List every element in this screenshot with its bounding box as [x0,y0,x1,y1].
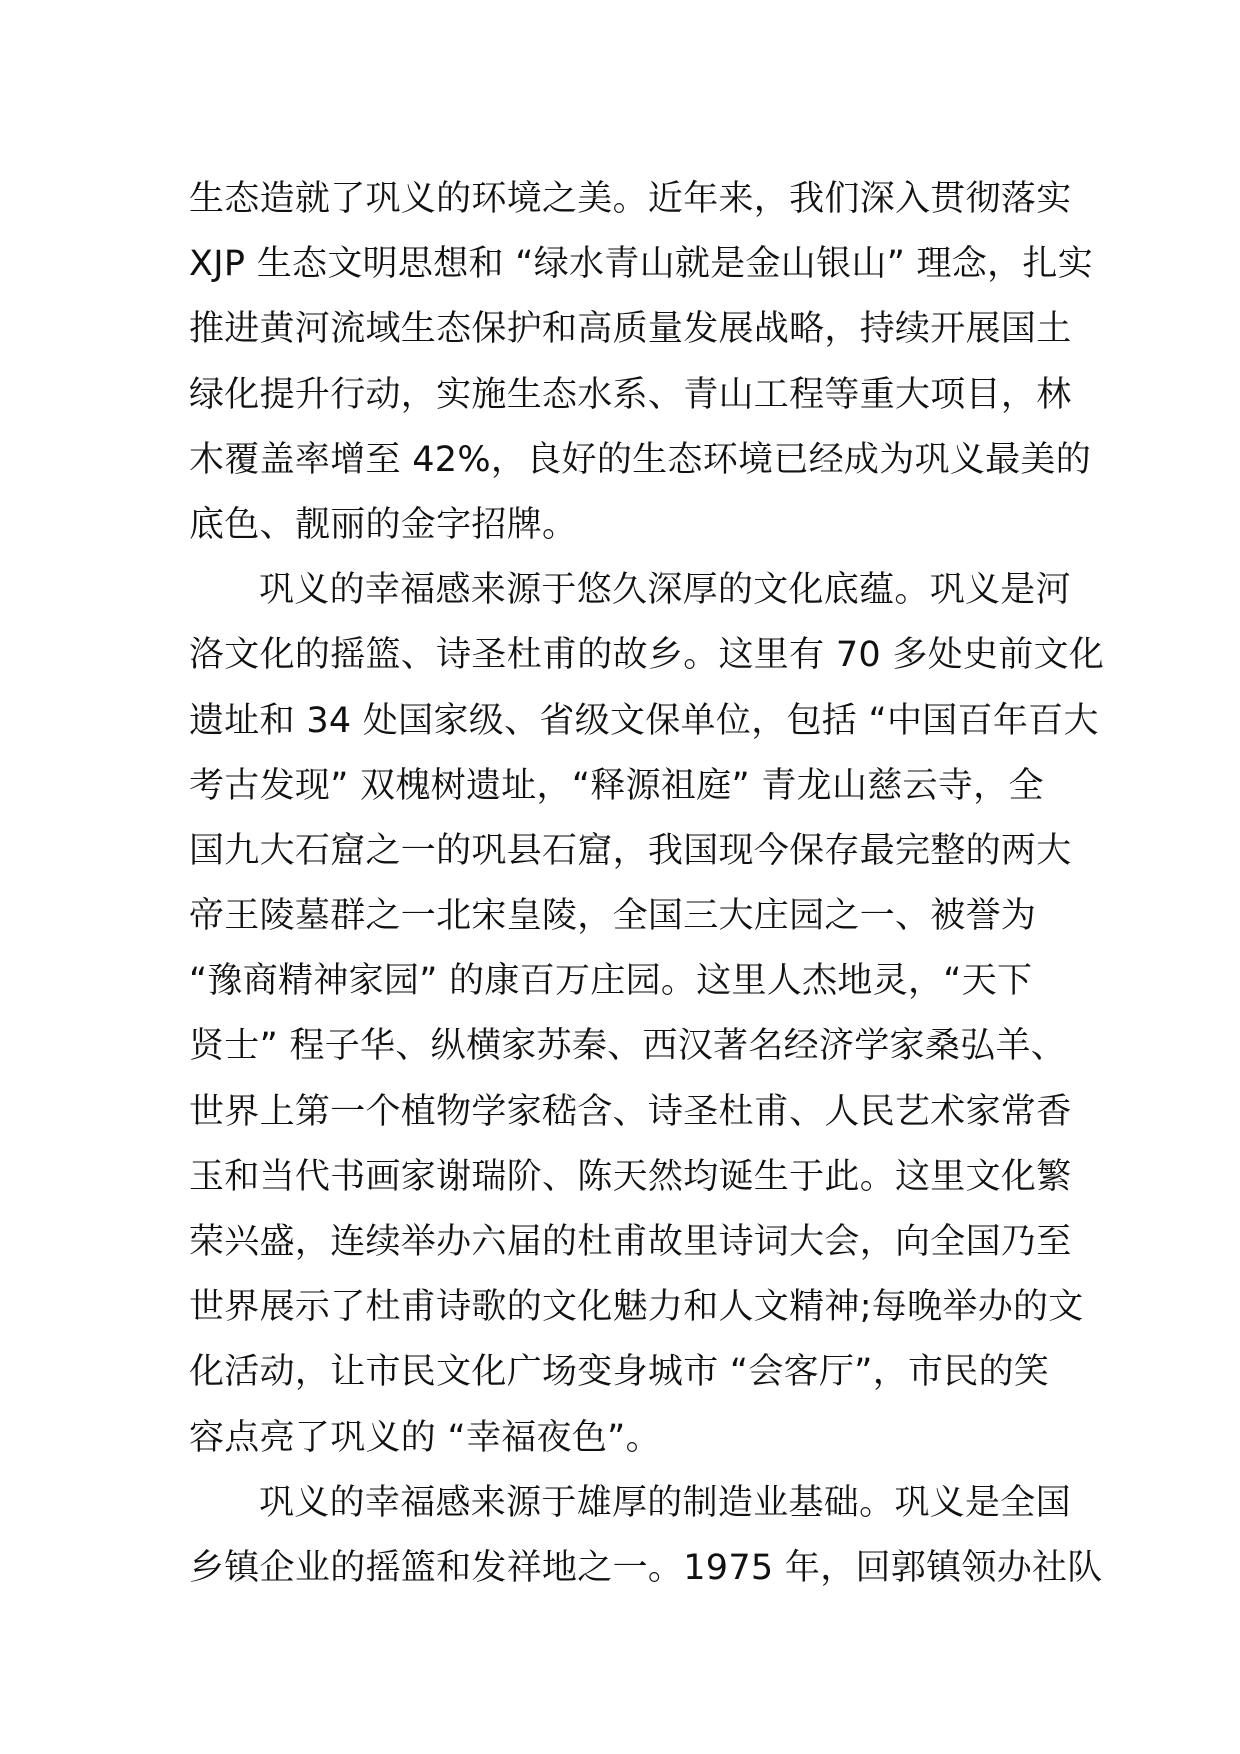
text-line: 世界上第一个植物学家嵇含、诗圣杜甫、人民艺术家常香 [189,1091,1072,1132]
text-line: 遗址和 34 处国家级、省级文保单位，包括 “中国百年百大 [189,700,1099,741]
text-line: 木覆盖率增至 42%，良好的生态环境已经成为巩义最美的 [189,439,1092,480]
text-line: 考古发现” 双槐树遗址，“释源祖庭” 青龙山慈云寺，全 [189,765,1044,806]
body-text [189,167,1105,1601]
text-line: 世界展示了杜甫诗歌的文化魅力和人文精神;每晚举办的文 [189,1287,1084,1328]
text-line: 生态造就了巩义的环境之美。近年来，我们深入贯彻落实 [189,179,1072,219]
text-line: XJP 生态文明思想和 “绿水青山就是金山银山” 理念，扎实 [189,244,1094,285]
text-line: 国九大石窟之一的巩县石窟，我国现今保存最完整的两大 [189,830,1072,871]
text-line: 乡镇企业的摇篮和发祥地之一。1975 年，回郭镇领办社队 [189,1547,1103,1588]
paragraph-start-line: 巩义的幸福感来源于悠久深厚的文化底蕴。巩义是河 [259,570,1071,611]
text-line: 荣兴盛，连续举办六届的杜甫故里诗词大会，向全国乃至 [189,1222,1072,1262]
text-line: 帝王陵墓群之一北宋皇陵，全国三大庄园之一、被誉为 [189,896,1037,937]
text-line: 洛文化的摇篮、诗圣杜甫的故乡。这里有 70 多处史前文化 [189,635,1105,676]
text-line: 贤士” 程子华、纵横家苏秦、西汉著名经济学家桑弘羊、 [189,1026,1067,1067]
text-line: 玉和当代书画家谢瑞阶、陈天然均诞生于此。这里文化繁 [189,1156,1072,1197]
text-line: 底色、靓丽的金字招牌。 [189,504,578,545]
text-line: 推进黄河流域生态保护和高质量发展战略，持续开展国土 [189,309,1072,350]
text-line: 绿化提升行动，实施生态水系、青山工程等重大项目，林 [189,374,1072,415]
text-line: 化活动，让市民文化广场变身城市 “会客厅”，市民的笑 [189,1352,1050,1393]
text-line: “豫商精神家园” 的康百万庄园。这里人杰地灵，“天下 [189,961,1033,1002]
paragraph-start-line: 巩义的幸福感来源于雄厚的制造业基础。巩义是全国 [259,1482,1071,1523]
text-line: 容点亮了巩义的 “幸福夜色”。 [189,1417,661,1458]
